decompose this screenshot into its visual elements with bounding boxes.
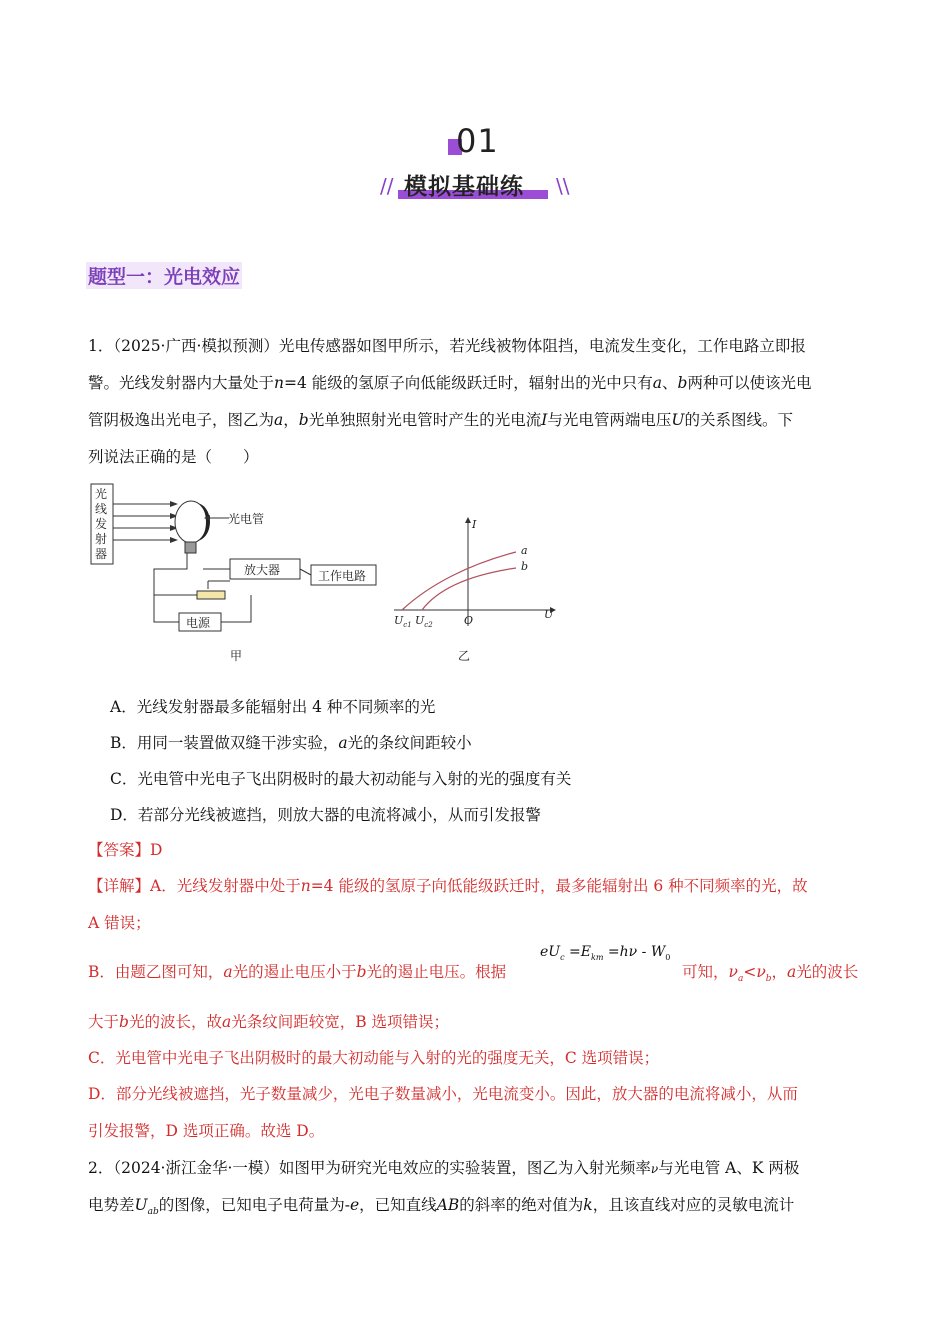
option-c: C．光电管中光电子飞出阴极时的最大初动能与入射的光的强度有关 [110,770,572,788]
figure-jia-caption: 甲 [230,649,243,663]
q1-line1: 1．（2025·广西·模拟预测）光电传感器如图甲所示，若光线被物体阻挡，电流发生变化，工作电路立即报 [88,337,806,355]
q1-line2: 警。光线发射器内大量处于n=4 能级的氢原子向低能级跃迁时，辐射出的光中只有a、b两种可以使该光电 [88,374,812,392]
rheostat [197,591,225,599]
uc1-label: $U_{c1}$ [394,614,412,629]
slash-left-decoration: // [380,174,394,198]
emitter-label-1: 光 [95,487,108,501]
power-label: 电源 [186,616,211,630]
origin-label: O [464,614,474,627]
option-b: B．用同一装置做双缝干涉实验，a光的条纹间距较小 [110,734,472,752]
page-title: 模拟基础练 [404,174,524,200]
detail-line2: A 错误； [88,914,151,932]
figure-yi [390,514,570,664]
curve-a-label: a [521,544,528,557]
emitter-label-4: 射 [95,532,108,546]
figure-jia [84,478,384,668]
axis-u-label: U [544,608,554,621]
detail-line1: 【详解】A．光线发射器中处于n=4 能级的氢原子向低能级跃迁时，最多能辐射出 6 种不同频率的光，故 [88,877,808,895]
emitter-label-5: 器 [95,547,108,561]
detail-line4: 大于b光的波长，故a光条纹间距较宽，B 选项错误； [88,1013,450,1031]
q2-line2: 电势差$U_{ab}$的图像，已知电子电荷量为-e，已知直线AB的斜率的绝对值为k，且该直线对应的灵敏电流计 [88,1196,795,1218]
phototube-icon [175,501,207,543]
detail-line3a: B．由题乙图可知，a光的遏止电压小于b光的遏止电压。根据 [88,963,507,981]
detail-line3b: 可知，$\nu_a<\nu_b$，a光的波长 [682,963,859,985]
emitter-label-3: 发 [95,517,108,531]
emitter-label-2: 线 [95,502,108,516]
answer-line: 【答案】D [88,841,163,859]
detail-line5: C．光电管中光电子飞出阴极时的最大初动能与入射的光的强度无关，C 选项错误； [88,1049,660,1067]
curve-b [422,568,516,610]
work-label: 工作电路 [318,569,367,583]
einstein-equation: $eU_c =E_{km} =h\nu - W_0$ [540,944,671,962]
curve-b-label: b [521,560,529,573]
title-banner [380,166,570,202]
section-number: 01 [456,122,499,160]
detail-line7: 引发报警，D 选项正确。故选 D。 [88,1122,325,1140]
amp-label: 放大器 [244,563,281,577]
section-heading: 题型一：光电效应 [86,262,242,289]
q2-line1: 2．（2024·浙江金华·一模）如图甲为研究光电效应的实验装置，图乙为入射光频率ν与光电管 A、K 两极 [88,1159,800,1177]
option-a: A．光线发射器最多能辐射出 4 种不同频率的光 [110,698,436,716]
option-d: D．若部分光线被遮挡，则放大器的电流将减小，从而引发报警 [110,806,541,824]
detail-line6: D．部分光线被遮挡，光子数量减少，光电子数量减小，光电流变小。因此，放大器的电流将减小，从而 [88,1085,798,1103]
axis-i-label: I [472,518,477,531]
q1-line3: 管阴极逸出光电子，图乙为a，b光单独照射光电管时产生的光电流I与光电管两端电压U的关系图线。下 [88,411,793,429]
q1-line4: 列说法正确的是（ ） [88,448,259,466]
slash-right-decoration: \\ [556,174,570,198]
figure-yi-caption: 乙 [458,649,471,663]
section-number-badge [446,122,502,162]
uc2-label: $U_{c2}$ [415,614,433,629]
curve-a [402,552,516,610]
tube-label: 光电管 [228,512,265,526]
